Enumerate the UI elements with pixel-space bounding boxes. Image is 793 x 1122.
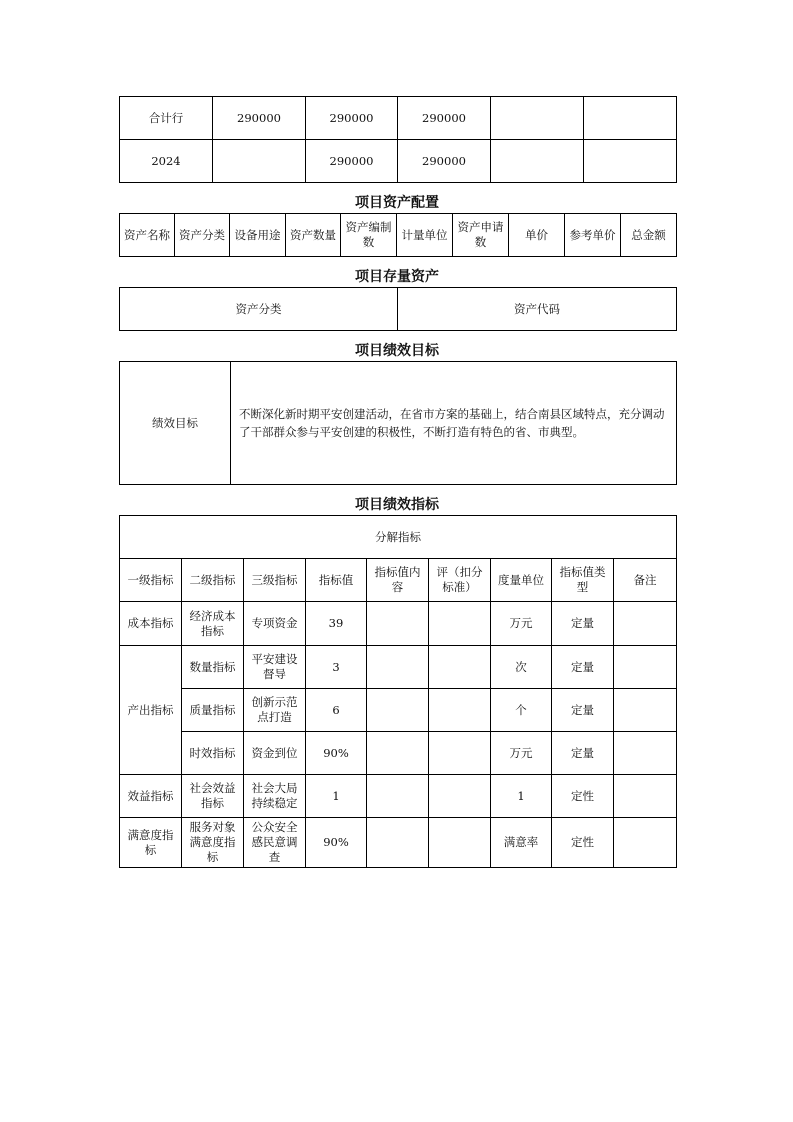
content-cell [367,602,429,646]
perf-goal-table [119,361,677,485]
budget-row-year [120,140,677,183]
unit-cell: 万元 [491,602,552,646]
level3-cell: 专项资金 [244,602,306,646]
column-header: 备注 [614,559,677,602]
table-row [120,646,677,689]
level3-cell: 资金到位 [244,732,306,775]
type-cell: 定性 [552,818,614,868]
column-header: 指标值内容 [367,559,429,602]
column-header: 一级指标 [120,559,182,602]
column-header: 资产申请数 [453,214,509,257]
level1-cell: 满意度指标 [120,818,182,868]
table-row [120,775,677,818]
type-cell: 定量 [552,689,614,732]
perf-indicators-title: 项目绩效指标 [355,497,439,513]
column-header: 资产数量 [286,214,341,257]
content-cell [367,732,429,775]
note-cell [614,775,677,818]
column-header: 二级指标 [182,559,244,602]
budget-cell [491,97,584,140]
criteria-cell [429,775,491,818]
level2-cell: 社会效益指标 [182,775,244,818]
budget-row-total [120,97,677,140]
table-row [120,602,677,646]
unit-cell: 万元 [491,732,552,775]
unit-cell: 满意率 [491,818,552,868]
column-header: 计量单位 [397,214,453,257]
criteria-cell [429,602,491,646]
level1-cell: 产出指标 [120,646,182,775]
column-header: 参考单价 [565,214,621,257]
perf-goal-label: 绩效目标 [120,362,231,485]
value-cell: 1 [306,775,367,818]
note-cell [614,646,677,689]
level3-cell: 公众安全感民意调查 [244,818,306,868]
note-cell [614,732,677,775]
column-header: 单价 [509,214,565,257]
section-header: 分解指标 [120,516,677,559]
note-cell [614,818,677,868]
value-cell: 39 [306,602,367,646]
content-cell [367,689,429,732]
value-cell: 6 [306,689,367,732]
note-cell [614,602,677,646]
section-row [120,516,677,559]
indicator-header-row [120,559,677,602]
asset-config-title: 项目资产配置 [355,195,439,211]
stock-assets-header-row [120,288,677,331]
budget-cell [213,140,306,183]
perf-goal-row [120,362,677,485]
budget-table [119,96,677,183]
level3-cell: 平安建设督导 [244,646,306,689]
budget-cell: 290000 [306,140,398,183]
column-header: 度量单位 [491,559,552,602]
level3-cell: 社会大局持续稳定 [244,775,306,818]
column-header: 资产分类 [120,288,398,331]
asset-config-header-row [120,214,677,257]
table-row [120,818,677,868]
type-cell: 定量 [552,602,614,646]
stock-assets-title: 项目存量资产 [355,269,439,285]
budget-cell: 2024 [120,140,213,183]
content-cell [367,775,429,818]
criteria-cell [429,732,491,775]
budget-cell: 290000 [398,97,491,140]
level2-cell: 数量指标 [182,646,244,689]
content-cell [367,818,429,868]
unit-cell: 1 [491,775,552,818]
level2-cell: 经济成本指标 [182,602,244,646]
budget-cell [491,140,584,183]
budget-cell: 290000 [398,140,491,183]
column-header: 资产代码 [398,288,677,331]
column-header: 资产编制数 [341,214,397,257]
column-header: 设备用途 [230,214,286,257]
criteria-cell [429,646,491,689]
budget-cell: 290000 [306,97,398,140]
level2-cell: 服务对象满意度指标 [182,818,244,868]
budget-cell [584,140,677,183]
type-cell: 定性 [552,775,614,818]
column-header: 总金额 [621,214,677,257]
level1-cell: 效益指标 [120,775,182,818]
budget-cell [584,97,677,140]
column-header: 资产分类 [175,214,230,257]
perf-indicators-table [119,515,677,868]
value-cell: 90% [306,818,367,868]
criteria-cell [429,689,491,732]
content-cell [367,646,429,689]
stock-assets-table [119,287,677,331]
value-cell: 90% [306,732,367,775]
table-row [120,689,677,732]
criteria-cell [429,818,491,868]
level1-cell: 成本指标 [120,602,182,646]
level2-cell: 质量指标 [182,689,244,732]
table-row [120,732,677,775]
column-header: 评（扣分标准） [429,559,491,602]
unit-cell: 次 [491,646,552,689]
perf-goal-text: 不断深化新时期平安创建活动，在省市方案的基础上，结合南县区域特点，充分调动了干部群众参与平安创建的积极性，不断打造有特色的省、市典型。 [231,362,677,485]
column-header: 指标值类型 [552,559,614,602]
note-cell [614,689,677,732]
value-cell: 3 [306,646,367,689]
column-header: 指标值 [306,559,367,602]
column-header: 资产名称 [120,214,175,257]
level2-cell: 时效指标 [182,732,244,775]
column-header: 三级指标 [244,559,306,602]
budget-cell: 290000 [213,97,306,140]
unit-cell: 个 [491,689,552,732]
asset-config-table [119,213,677,257]
perf-goal-title: 项目绩效目标 [355,343,439,359]
level3-cell: 创新示范点打造 [244,689,306,732]
type-cell: 定量 [552,646,614,689]
type-cell: 定量 [552,732,614,775]
budget-cell: 合计行 [120,97,213,140]
